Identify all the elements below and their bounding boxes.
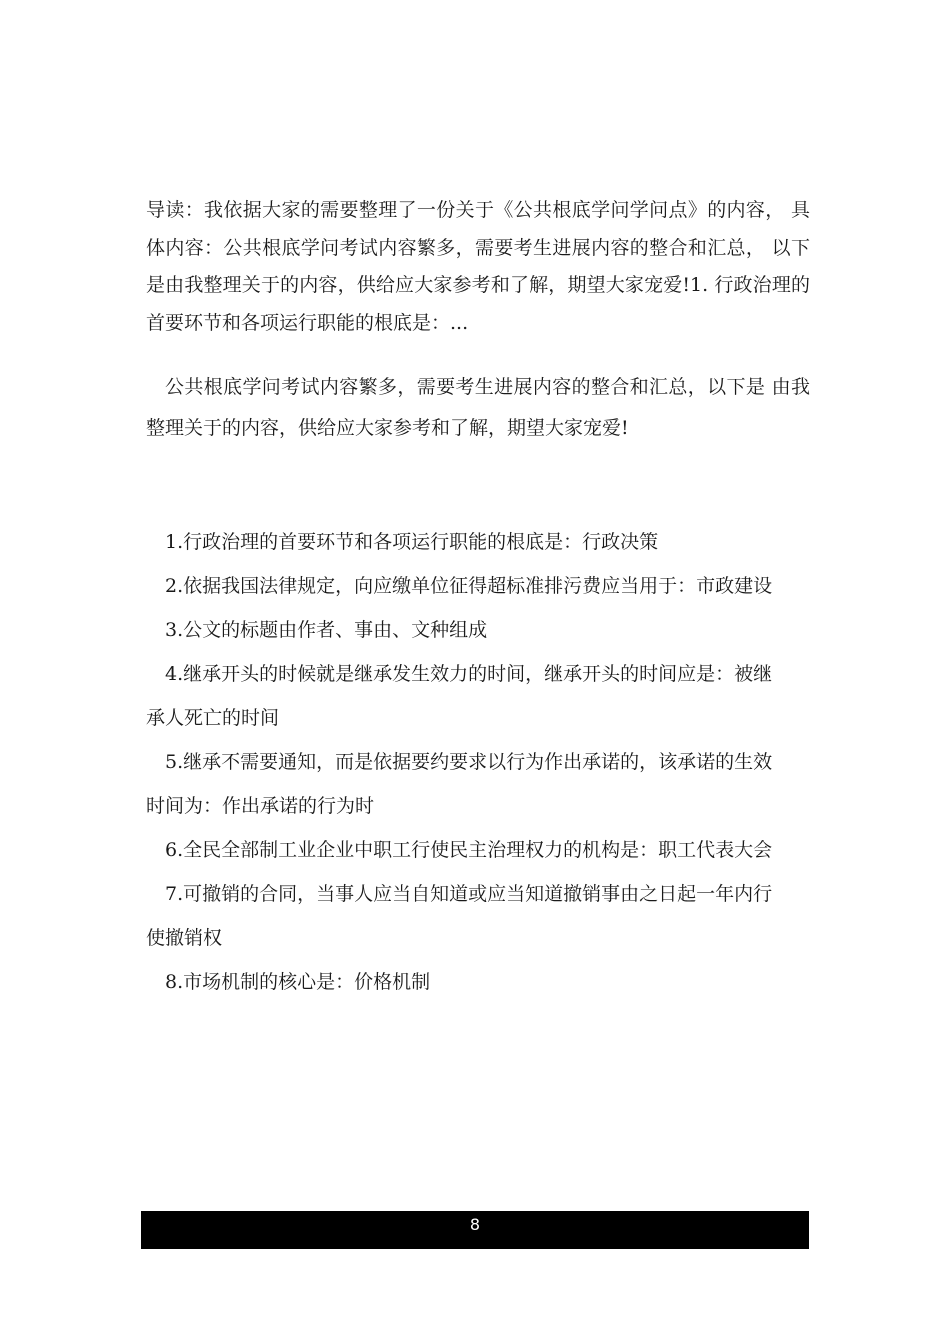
list-item: 6.全民全部制工业企业中职工行使民主治理权力的机构是：职工代表大会 <box>165 839 773 861</box>
list-item: 7.可撤销的合同，当事人应当自知道或应当知道撤销事由之日起一年内行使撤销权 <box>146 883 773 949</box>
list-item: 3.公文的标题由作者、事由、文种组成 <box>165 619 488 641</box>
page-number: 8 <box>469 1215 481 1234</box>
summary-paragraph: 公共根底学问考试内容繁多，需要考生进展内容的整合和汇总，以下是 由我整理关于的内容，供给应大家参考和了解，期望大家宠爱! <box>146 376 810 439</box>
page-footer-bar <box>141 1211 809 1249</box>
qa-list <box>146 520 786 1004</box>
intro-paragraph: 导读：我依据大家的需要整理了一份关于《公共根底学问学问点》的内容， 具体内容：公共根底学问考试内容繁多，需要考生进展内容的整合和汇总， 以下是由我整理关于的内容，供给应大家参考和了解，期望大家宠爱!1. 行政治理的首要环节和各项运行职能的根底是：... <box>146 199 810 334</box>
list-item: 1.行政治理的首要环节和各项运行职能的根底是：行政决策 <box>165 531 659 553</box>
list-item: 4.继承开头的时候就是继承发生效力的时间，继承开头的时间应是：被继承人死亡的时间 <box>146 663 773 729</box>
list-item: 2.依据我国法律规定，向应缴单位征得超标准排污费应当用于：市政建设 <box>165 575 773 597</box>
list-item: 8.市场机制的核心是：价格机制 <box>165 971 431 993</box>
list-item: 5.继承不需要通知，而是依据要约要求以行为作出承诺的，该承诺的生效时间为：作出承诺的行为时 <box>146 751 773 817</box>
